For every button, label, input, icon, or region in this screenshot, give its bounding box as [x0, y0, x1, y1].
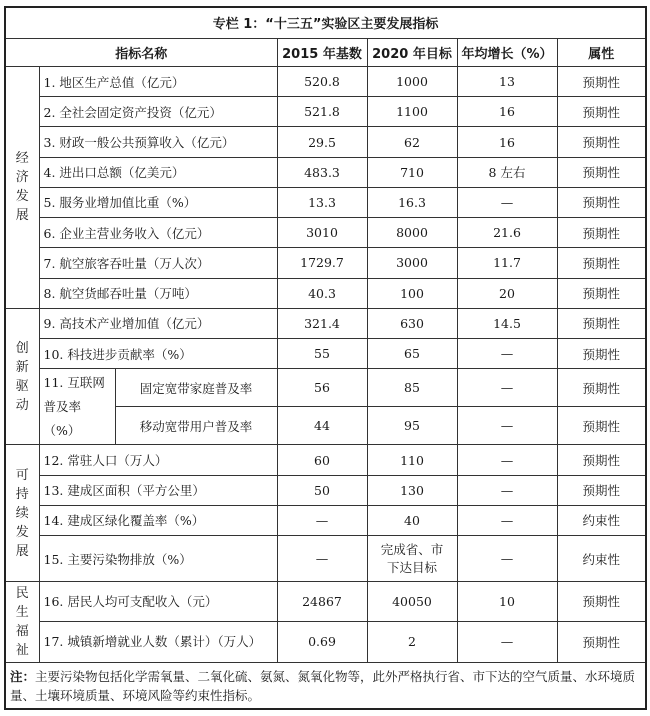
row-attr: 预期性 — [557, 97, 646, 127]
table-row — [5, 339, 646, 369]
row-growth: — — [457, 621, 557, 663]
row-name: 10. 科技进步贡献率（%） — [39, 339, 277, 369]
row-target: 62 — [367, 127, 457, 157]
note-text: 主要污染物包括化学需氧量、二氧化硫、氨氮、氮氧化物等，此外严格执行省、市下达的空气质量、水环境质量、土壤环境质量、环境风险等约束性指标。 — [10, 668, 636, 703]
row-base: 60 — [277, 445, 367, 475]
row-growth: — — [457, 536, 557, 582]
row-name: 移动宽带用户普及率 — [115, 407, 277, 445]
row-target: 2 — [367, 621, 457, 663]
category-sustainable: 可持续发展 — [5, 445, 39, 582]
row-name: 4. 进出口总额（亿美元） — [39, 157, 277, 187]
row-target: 85 — [367, 369, 457, 407]
table-row — [5, 369, 646, 407]
table-title: 专栏 1：“十三五”实验区主要发展指标 — [5, 7, 646, 38]
row-name: 固定宽带家庭普及率 — [115, 369, 277, 407]
row-name: 2. 全社会固定资产投资（亿元） — [39, 97, 277, 127]
table-row — [5, 582, 646, 622]
row-name: 5. 服务业增加值比重（%） — [39, 187, 277, 217]
row-base: 55 — [277, 339, 367, 369]
table-note — [5, 663, 646, 709]
row-name: 9. 高技术产业增加值（亿元） — [39, 308, 277, 338]
row-growth: 10 — [457, 582, 557, 622]
row-base: 56 — [277, 369, 367, 407]
table-row — [5, 475, 646, 505]
row-target: 130 — [367, 475, 457, 505]
row-attr: 预期性 — [557, 308, 646, 338]
row-target: 710 — [367, 157, 457, 187]
row-name: 17. 城镇新增就业人数（累计）（万人） — [39, 621, 277, 663]
row-attr: 预期性 — [557, 582, 646, 622]
table-row — [5, 308, 646, 338]
table-row — [5, 187, 646, 217]
row-name: 3. 财政一般公共预算收入（亿元） — [39, 127, 277, 157]
row-name: 7. 航空旅客吞吐量（万人次） — [39, 248, 277, 278]
row-base: — — [277, 505, 367, 535]
header-name: 指标名称 — [5, 38, 277, 66]
table-row — [5, 621, 646, 663]
row-target: 16.3 — [367, 187, 457, 217]
table-row — [5, 127, 646, 157]
row-target: 1100 — [367, 97, 457, 127]
row-target: 95 — [367, 407, 457, 445]
row-base: 13.3 — [277, 187, 367, 217]
row-name: 15. 主要污染物排放（%） — [39, 536, 277, 582]
row-attr: 预期性 — [557, 407, 646, 445]
row-base: 29.5 — [277, 127, 367, 157]
row-target: 65 — [367, 339, 457, 369]
indicator-table — [4, 6, 647, 710]
row-base: 0.69 — [277, 621, 367, 663]
row-base: 520.8 — [277, 66, 367, 96]
category-innovation: 创新驱动 — [5, 308, 39, 445]
row-base: 40.3 — [277, 278, 367, 308]
note-label: 注： — [10, 668, 36, 684]
row-base: 321.4 — [277, 308, 367, 338]
row-target: 1000 — [367, 66, 457, 96]
row-target: 630 — [367, 308, 457, 338]
row-attr: 预期性 — [557, 248, 646, 278]
row-base: 3010 — [277, 218, 367, 248]
row-attr: 预期性 — [557, 157, 646, 187]
row-base: 24867 — [277, 582, 367, 622]
row-growth: 8 左右 — [457, 157, 557, 187]
row-base: 50 — [277, 475, 367, 505]
row-attr: 预期性 — [557, 621, 646, 663]
row-attr: 预期性 — [557, 369, 646, 407]
row-growth: — — [457, 369, 557, 407]
table-row — [5, 505, 646, 535]
row-base: 521.8 — [277, 97, 367, 127]
header-base: 2015 年基数 — [277, 38, 367, 66]
row-name: 16. 居民人均可支配收入（元） — [39, 582, 277, 622]
row-name: 1. 地区生产总值（亿元） — [39, 66, 277, 96]
row-attr: 预期性 — [557, 127, 646, 157]
category-welfare: 民生福祉 — [5, 582, 39, 663]
indicator-table-frame — [4, 6, 645, 710]
table-row — [5, 97, 646, 127]
row-target: 完成省、市下达目标 — [367, 536, 457, 582]
row-growth: — — [457, 475, 557, 505]
header-attr: 属性 — [557, 38, 646, 66]
row-attr: 预期性 — [557, 445, 646, 475]
row-name: 13. 建成区面积（平方公里） — [39, 475, 277, 505]
row-growth: 21.6 — [457, 218, 557, 248]
row-name: 8. 航空货邮吞吐量（万吨） — [39, 278, 277, 308]
row-growth: — — [457, 187, 557, 217]
row-attr: 约束性 — [557, 505, 646, 535]
table-row — [5, 278, 646, 308]
row-name: 12. 常驻人口（万人） — [39, 445, 277, 475]
table-row — [5, 157, 646, 187]
row-base: 44 — [277, 407, 367, 445]
table-row — [5, 66, 646, 96]
row-attr: 预期性 — [557, 187, 646, 217]
table-row — [5, 536, 646, 582]
table-row — [5, 218, 646, 248]
row-attr: 约束性 — [557, 536, 646, 582]
row-attr: 预期性 — [557, 278, 646, 308]
row-target: 110 — [367, 445, 457, 475]
row-name: 6. 企业主营业务收入（亿元） — [39, 218, 277, 248]
row-attr: 预期性 — [557, 475, 646, 505]
row-growth: — — [457, 505, 557, 535]
row-growth: — — [457, 445, 557, 475]
header-growth: 年均增长（%） — [457, 38, 557, 66]
row-attr: 预期性 — [557, 66, 646, 96]
table-row — [5, 248, 646, 278]
row-growth: 16 — [457, 97, 557, 127]
row-target: 40050 — [367, 582, 457, 622]
table-row — [5, 445, 646, 475]
row-base: — — [277, 536, 367, 582]
row-target: 40 — [367, 505, 457, 535]
row-growth: — — [457, 407, 557, 445]
internet-group-label: 11. 互联网普及率（%） — [39, 369, 115, 445]
row-name: 14. 建成区绿化覆盖率（%） — [39, 505, 277, 535]
row-attr: 预期性 — [557, 218, 646, 248]
row-growth: 13 — [457, 66, 557, 96]
row-growth: 11.7 — [457, 248, 557, 278]
row-base: 483.3 — [277, 157, 367, 187]
header-target: 2020 年目标 — [367, 38, 457, 66]
row-target: 100 — [367, 278, 457, 308]
row-growth: — — [457, 339, 557, 369]
row-target: 8000 — [367, 218, 457, 248]
category-economy: 经济发展 — [5, 66, 39, 308]
row-growth: 14.5 — [457, 308, 557, 338]
row-base: 1729.7 — [277, 248, 367, 278]
header-row — [5, 38, 646, 66]
row-attr: 预期性 — [557, 339, 646, 369]
row-target: 3000 — [367, 248, 457, 278]
row-growth: 16 — [457, 127, 557, 157]
row-growth: 20 — [457, 278, 557, 308]
title-row — [5, 7, 646, 38]
note-row — [5, 663, 646, 709]
